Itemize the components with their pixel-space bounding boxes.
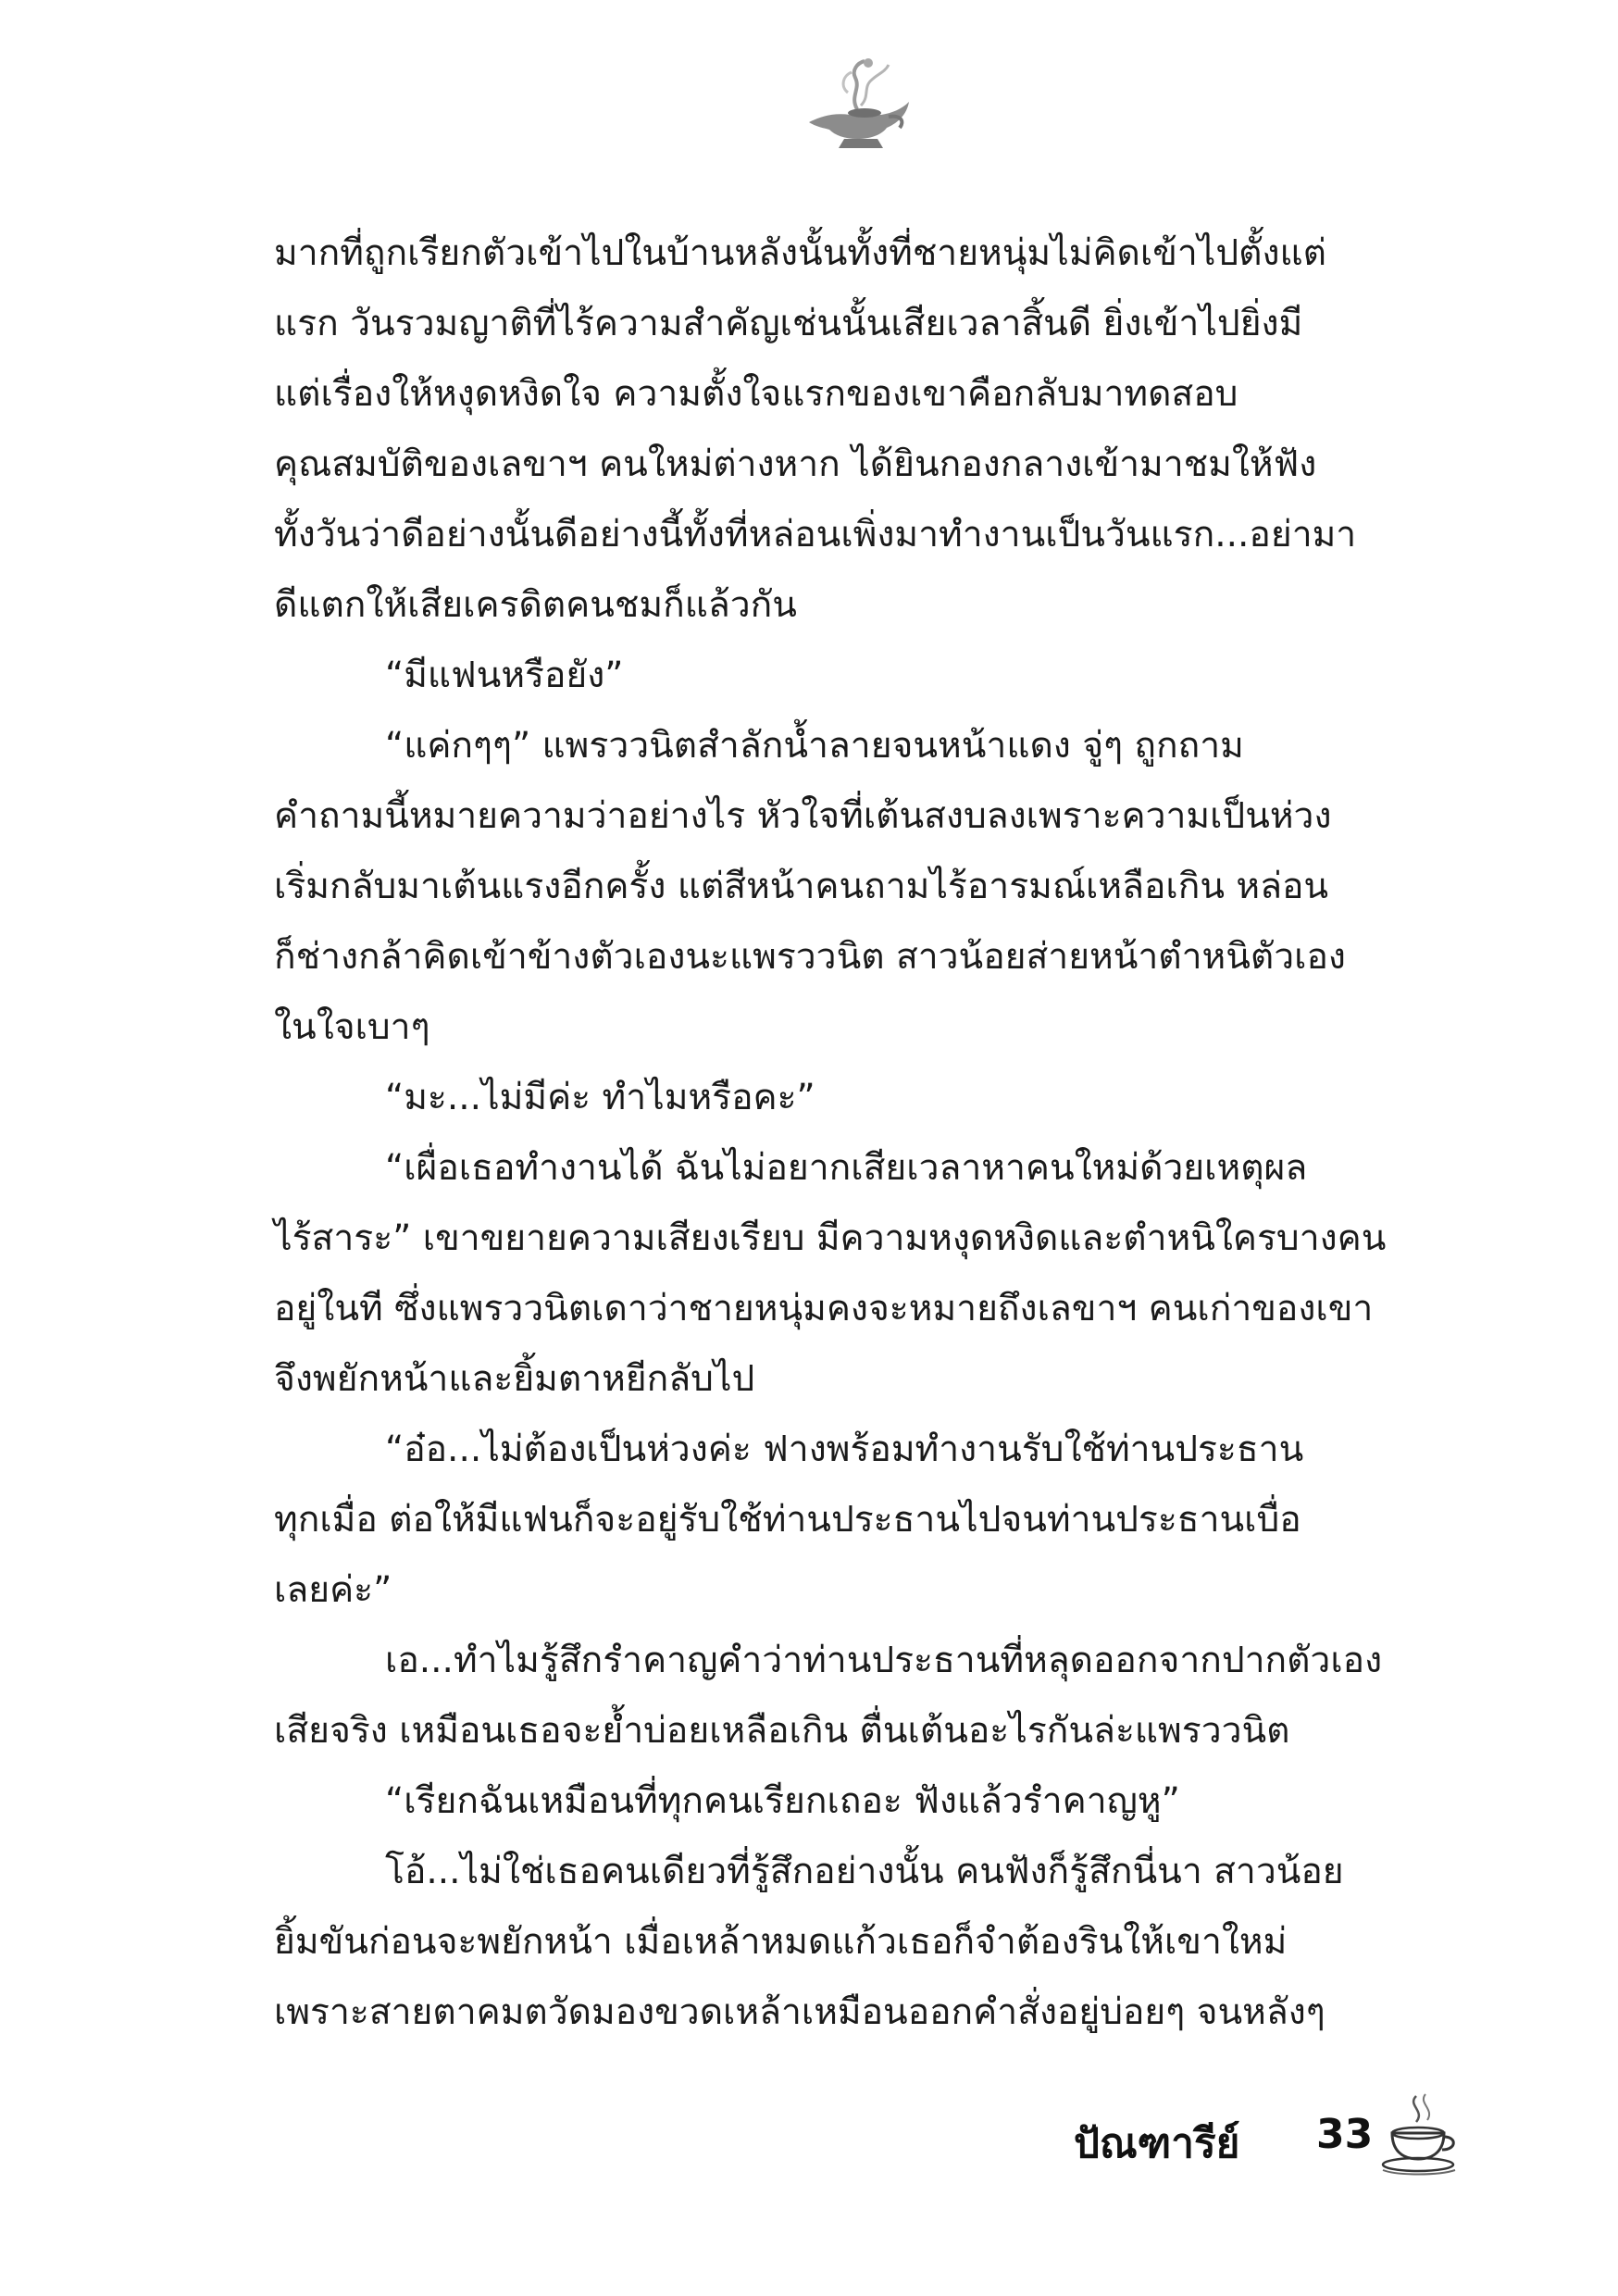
text-line: “มีแฟนหรือยัง” (385, 655, 624, 696)
text-line: ดีแตกให้เสียเครดิตคนชมก็แล้วกัน (274, 584, 797, 626)
text-line: เอ...ทำไมรู้สึกรำคาญคำว่าท่านประธานที่หลุดออกจากปากตัวเอง (385, 1640, 1383, 1681)
coffee-cup-icon (1379, 2090, 1468, 2179)
text-line: “แค่กๆๆ” แพรววนิตสำลักน้ำลายจนหน้าแดง จู่ๆ ถูกถาม (385, 725, 1244, 767)
page-number: 33 (1316, 2111, 1374, 2158)
text-line: ทั้งวันว่าดีอย่างนั้นดีอย่างนี้ทั้งที่หล่อนเพิ่งมาทำงานเป็นวันแรก...อย่ามา (274, 514, 1357, 555)
text-line: ยิ้มขันก่อนจะพยักหน้า เมื่อเหล้าหมดแก้วเธอก็จำต้องรินให้เขาใหม่ (274, 1921, 1288, 1963)
text-line: ก็ช่างกล้าคิดเข้าข้างตัวเองนะแพรววนิต สาวน้อยส่ายหน้าตำหนิตัวเอง (274, 936, 1346, 978)
text-line: มากที่ถูกเรียกตัวเข้าไปในบ้านหลังนั้นทั้งที่ชายหนุ่มไม่คิดเข้าไปตั้งแต่ (274, 232, 1326, 274)
text-line: คุณสมบัติของเลขาฯ คนใหม่ต่างหาก ได้ยินกองกลางเข้ามาชมให้ฟัง (274, 443, 1317, 485)
body-text (274, 218, 1468, 2048)
text-line: ในใจเบาๆ (274, 1006, 430, 1048)
text-line: อยู่ในที ซึ่งแพรววนิตเดาว่าชายหนุ่มคงจะหมายถึงเลขาฯ คนเก่าของเขา (274, 1288, 1374, 1329)
text-line: แต่เรื่องให้หงุดหงิดใจ ความตั้งใจแรกของเขาคือกลับมาทดสอบ (274, 373, 1238, 415)
author-name: ปัณฑารีย์ (1074, 2120, 1240, 2167)
text-line: คำถามนี้หมายความว่าอย่างไร หัวใจที่เต้นสงบลงเพราะความเป็นห่วง (274, 795, 1332, 837)
text-line: เสียจริง เหมือนเธอจะย้ำบ่อยเหลือเกิน ตื่นเต้นอะไรกันล่ะแพรววนิต (274, 1710, 1290, 1752)
text-line: เพราะสายตาคมตวัดมองขวดเหล้าเหมือนออกคำสั่งอยู่บ่อยๆ จนหลังๆ (274, 1991, 1326, 2033)
text-line: “เรียกฉันเหมือนที่ทุกคนเรียกเถอะ ฟังแล้วรำคาญหู” (385, 1780, 1180, 1822)
text-line: เลยค่ะ” (274, 1569, 392, 1611)
text-line: เริ่มกลับมาเต้นแรงอีกครั้ง แต่สีหน้าคนถามไร้อารมณ์เหลือเกิน หล่อน (274, 866, 1329, 907)
page-footer (1074, 2090, 1472, 2183)
text-line: ไร้สาระ” เขาขยายความเสียงเรียบ มีความหงุดหงิดและตำหนิใครบางคน (274, 1217, 1387, 1259)
text-line: แรก วันรวมญาติที่ไร้ความสำคัญเช่นนั้นเสียเวลาสิ้นดี ยิ่งเข้าไปยิ่งมี (274, 303, 1303, 344)
text-line: “เผื่อเธอทำงานได้ ฉันไม่อยากเสียเวลาหาคนใหม่ด้วยเหตุผล (385, 1147, 1308, 1189)
text-line: “มะ...ไม่มีค่ะ ทำไมหรือคะ” (385, 1077, 815, 1118)
text-line: โอ้...ไม่ใช่เธอคนเดียวที่รู้สึกอย่างนั้น คนฟังก็รู้สึกนี่นา สาวน้อย (385, 1851, 1344, 1892)
text-line: จึงพยักหน้าและยิ้มตาหยีกลับไป (274, 1358, 755, 1400)
genie-lamp-icon (796, 56, 916, 157)
text-line: ทุกเมื่อ ต่อให้มีแฟนก็จะอยู่รับใช้ท่านประธานไปจนท่านประธานเบื่อ (274, 1499, 1301, 1541)
text-line: “อ๋อ...ไม่ต้องเป็นห่วงค่ะ ฟางพร้อมทำงานรับใช้ท่านประธาน (385, 1429, 1304, 1470)
